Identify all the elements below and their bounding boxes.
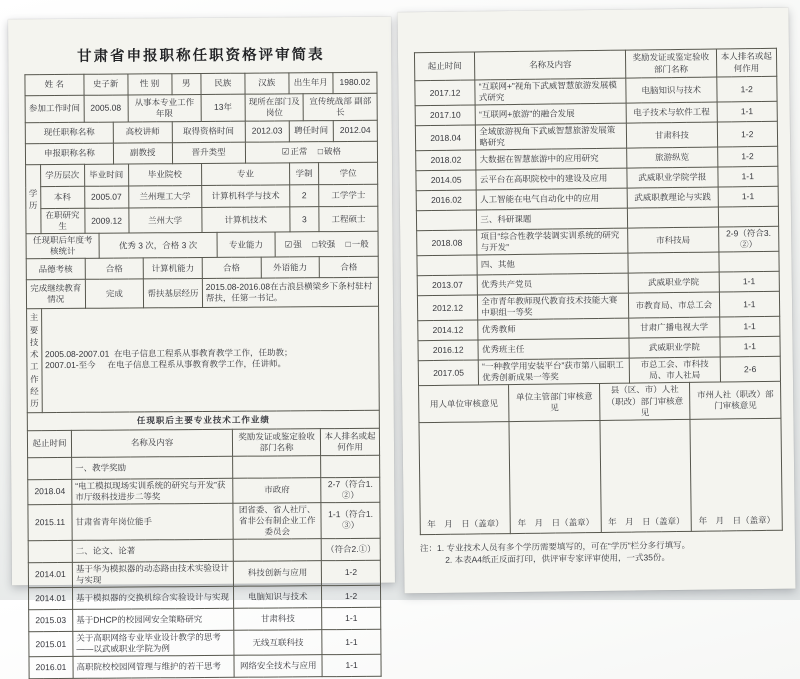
date-seal-line: 年 月 日（盖章） [698, 514, 776, 526]
achievement-content-cell: 云平台在高职院校中的建设及应用 [476, 168, 627, 190]
achievement-dept-cell: 甘肃广播电视大学 [629, 317, 720, 338]
achievement-date-cell: 2018.02 [416, 150, 477, 171]
row-continuing-education [26, 277, 378, 308]
achievement-dept-cell: 电脑知识与技术 [626, 77, 717, 103]
form-table-page1 [24, 72, 381, 679]
opinion-city-label: 市州人社（职改）部门审核意见 [690, 382, 781, 419]
dept-label: 现所在部门及岗位 [245, 94, 304, 121]
achv-header-dept: 奖励发证或鉴定验收部门名称 [233, 428, 321, 456]
achievement-rank-cell: 1-1 [717, 101, 778, 122]
achievement-content-cell: 优秀共产党员 [477, 273, 628, 295]
edu-degree-cell: 工学学士 [319, 184, 378, 206]
achievements-header-p2 [414, 48, 776, 80]
page1-content [8, 17, 396, 679]
row-work-start [25, 93, 377, 122]
edu-major-cell: 计算机技术 [202, 207, 290, 233]
edu-duration-cell: 3 [290, 207, 319, 232]
achievements-section-title: 任现职后主要专业技术工作业绩 [27, 410, 379, 430]
name-value: 史子新 [84, 74, 128, 95]
achievement-dept-cell: 团省委、省人社厅、省非公有制企业工作委员会 [233, 502, 321, 539]
achievement-rank-cell: 1-1 [719, 292, 780, 318]
achievement-rank-cell: 1-1 [717, 166, 778, 187]
achv-header-rank: 本人排名或起何作用 [321, 428, 380, 455]
apply-title-label: 申报职称名称 [25, 143, 113, 165]
achievement-row [28, 455, 380, 479]
grassroots-value: 2015.08-2016.08在古浪县横梁乡下条村驻村帮扶，任第一书记。 [202, 277, 378, 307]
achievement-date-cell: 2014.12 [418, 320, 479, 341]
achievement-date-cell: 2016.02 [416, 190, 477, 211]
checked-box-icon: ☑ [281, 146, 290, 157]
achievement-dept-cell: 电脑知识与技术 [234, 586, 322, 609]
achievement-dept-cell: 市科技局 [628, 227, 719, 253]
edu-level-cell: 本科 [40, 186, 84, 208]
achievement-rank-cell: 1-2 [717, 121, 778, 147]
row-apply-title [25, 141, 377, 164]
education-row [26, 206, 378, 234]
achv-header-date: 起止时间 [27, 430, 71, 457]
checkbox-fair-label: 较强 [318, 238, 336, 249]
row-current-title [25, 120, 377, 143]
achievement-dept-cell: 旅游纵览 [627, 147, 718, 168]
achv-header-rank: 本人排名或起何作用 [716, 48, 777, 77]
opinion-county-label: 县（区、市）人社（职改）部门审核意见 [599, 383, 690, 420]
achievement-date-cell: 2014.01 [28, 587, 72, 609]
date-seal-line: 年 月 日（盖章） [608, 515, 685, 527]
checkbox-normal-label: 正常 [290, 146, 308, 157]
row-moral [26, 256, 378, 279]
achievement-date-cell [416, 210, 477, 231]
achievement-content-cell: 基于华为模拟器的动态路由技术实验设计与实现 [72, 561, 233, 587]
achievement-content-cell: 关于高职网络专业毕业设计教学的思考——以武威职业学院为例 [73, 630, 234, 656]
apply-title-value: 副教授 [113, 143, 172, 164]
achievement-content-cell: 甘肃省青年岗位能手 [72, 503, 233, 540]
achievement-dept-cell [627, 207, 718, 228]
achievement-date-cell: 2013.07 [417, 275, 478, 296]
achievement-rank-cell: 2-7（符合1.②） [321, 477, 380, 503]
basic-info-section [25, 72, 378, 164]
achievement-date-cell: 2018.08 [417, 230, 478, 256]
achievement-rank-cell: 2-6 [720, 357, 781, 383]
checkbox-strong-label: 强 [293, 238, 302, 249]
achv-header-date: 起止时间 [414, 52, 475, 81]
achievement-date-cell: 2012.12 [417, 295, 478, 321]
checkbox-exception-label: 破格 [323, 146, 341, 157]
edu-header-major: 专业 [201, 163, 289, 186]
checkbox-exception [318, 146, 341, 157]
achievements-rows-p2 [415, 76, 781, 386]
dept-value: 宣传统战部 副部长 [304, 93, 378, 121]
opinion-city-sign-cell [690, 418, 782, 531]
achv-header-content: 名称及内容 [475, 50, 626, 80]
language-value: 合格 [319, 256, 378, 277]
achievement-date-cell: 2014.01 [28, 562, 72, 587]
achievement-content-cell: 基于DHCP的校园网安全策略研究 [73, 608, 234, 631]
years-label: 从事本专业工作年限 [128, 94, 201, 122]
note-line-1: 注：1. 专业技术人员有多个学历需要填写的，可在“学历”栏分多行填写。 [419, 539, 691, 553]
grassroots-label: 帮扶基层经历 [144, 279, 203, 308]
assessment-section [26, 231, 380, 457]
achievement-content-cell: “互联网+”视角下武威智慧旅游发展模式研究 [475, 78, 626, 105]
achievement-row [28, 560, 380, 588]
years-value: 13年 [201, 94, 245, 121]
achievement-rank-cell: 1-1 [322, 654, 381, 676]
language-label: 外语能力 [261, 257, 320, 278]
ce-label: 完成继续教育情况 [26, 280, 85, 309]
achievement-content-cell: “互联网+旅游”的融合发展 [475, 103, 626, 125]
opinions-section [419, 382, 783, 535]
edu-degree-cell: 工程硕士 [319, 206, 378, 232]
achievement-content-cell: “一种教学用安装平台”获市第八届职工优秀创新成果一等奖 [479, 358, 630, 385]
achievement-dept-cell: 科技创新与应用 [234, 561, 322, 587]
computer-label: 计算机能力 [143, 258, 202, 279]
achievement-dept-cell: 市总工会、市科技局、市人社局 [629, 357, 720, 383]
ethnic-label: 民族 [201, 73, 245, 94]
achievement-row [28, 538, 380, 562]
achievement-date-cell [28, 457, 72, 479]
achievement-dept-cell: 武威职业学院学报 [627, 167, 718, 188]
checked-box-icon: ☑ [284, 238, 293, 250]
computer-value: 合格 [202, 257, 261, 278]
page2-content [397, 8, 795, 568]
opinion-supervisor-sign-cell [509, 420, 601, 533]
achievements-rows-p1 [28, 455, 382, 679]
edu-school-cell: 兰州大学 [128, 207, 201, 233]
opinions-signature-row [419, 418, 782, 534]
education-section [26, 162, 378, 234]
ability-options [275, 231, 378, 257]
achievement-dept-cell: 甘肃科技 [234, 608, 322, 631]
opinion-supervisor-label: 单位主管部门审核意见 [509, 384, 600, 421]
achievement-date-cell: 2015.01 [29, 631, 73, 656]
achievement-rank-cell: 1-2 [321, 560, 380, 586]
note-line-2: 2. 本表A4纸正反面打印，供评审专家评审使用，一式35份。 [445, 552, 671, 566]
achievement-rank-cell: 1-2 [322, 585, 381, 607]
achievement-content-cell: 项目“综合性教学装调实训系统的研究与开发” [477, 228, 628, 255]
achievement-content-cell: 全域旅游视角下武威智慧旅游发展策略研究 [476, 123, 627, 150]
checkbox-average [346, 238, 369, 249]
row-name [25, 72, 377, 95]
education-block-label: 学历 [26, 165, 41, 234]
work-history-content [41, 306, 379, 412]
empty-box-icon: □ [312, 238, 318, 249]
achievement-content-cell: 人工智能在电气自动化中的应用 [476, 188, 627, 210]
achievement-date-cell: 2017.10 [415, 105, 476, 126]
achievement-date-cell: 2017.05 [418, 360, 479, 386]
promo-type-label: 晋升类型 [172, 142, 245, 164]
edu-header-school: 毕业院校 [128, 163, 201, 186]
ethnic-value: 汉族 [245, 73, 289, 94]
achievement-dept-cell [233, 539, 321, 562]
moral-value: 合格 [85, 258, 144, 279]
achievements-header-row-p1 [27, 428, 379, 457]
achievement-dept-cell: 武威职业学院 [629, 337, 720, 358]
achievement-content-cell: 二、论文、论著 [72, 539, 233, 562]
achievement-row [29, 607, 381, 631]
achievement-content-cell: “电工模拟现场实训系统的研究与开发”获市厅级科技进步二等奖 [72, 478, 233, 504]
achievement-row [29, 629, 381, 657]
edu-duration-cell: 2 [290, 185, 319, 207]
achievement-dept-cell: 武威职教理论与实践 [627, 187, 718, 208]
work-history-line-1: 2005.08-2007.01 在电子信息工程系从事教育教学工作，任助教； [44, 347, 293, 360]
birth-label: 出生年月 [289, 73, 333, 94]
achievement-dept-cell: 武威职业学院 [628, 272, 719, 293]
opinion-county-sign-cell [600, 419, 692, 532]
achv-header-content: 名称及内容 [71, 429, 232, 457]
achievement-dept-cell: 市政府 [233, 477, 321, 503]
work-history-label: 主要技术工作经历 [27, 309, 42, 413]
empty-box-icon: □ [345, 238, 351, 249]
achievement-date-cell: 2016.12 [418, 340, 479, 361]
moral-label: 品德考核 [26, 259, 85, 280]
gender-value: 男 [171, 73, 200, 94]
achievement-rank-cell: 1-1 [718, 186, 779, 207]
achievement-dept-cell [233, 455, 321, 478]
achievement-rank-cell: 1-1 [719, 317, 780, 338]
achievement-date-cell: 2018.04 [415, 125, 476, 151]
achievement-rank-cell [718, 206, 779, 227]
edu-header-time: 毕业时间 [84, 164, 128, 186]
form-page-1 [8, 17, 395, 673]
achievement-content-cell: 三、科研课题 [477, 208, 628, 230]
opinions-header-row [419, 382, 781, 423]
form-page-2 [397, 8, 795, 594]
qual-time-value: 2012.03 [245, 121, 289, 142]
achievement-row [29, 654, 381, 678]
annual-assessment-label: 任现职后年度考核统计 [26, 233, 99, 259]
achievement-rank-cell: （符合2.①） [321, 538, 380, 560]
current-title-value: 高校讲师 [113, 122, 172, 143]
achievement-dept-cell: 甘肃科技 [626, 122, 717, 148]
name-label: 姓 名 [25, 74, 84, 95]
achievement-rank-cell: 2-9（符合3.②） [718, 226, 779, 252]
checkbox-fair [312, 239, 335, 250]
education-header-row [26, 162, 378, 186]
gender-label: 性 别 [128, 74, 172, 95]
achievement-date-cell [417, 255, 478, 276]
achievement-content-cell: 一、教学奖励 [72, 456, 233, 479]
achievement-date-cell: 2018.04 [28, 479, 72, 504]
achievement-dept-cell: 电子技术与软件工程 [626, 102, 717, 123]
work-start-label: 参加工作时间 [25, 95, 84, 122]
date-seal-line: 年 月 日（盖章） [517, 516, 595, 528]
achievement-rank-cell: 1-1 [720, 337, 781, 358]
form-notes [420, 537, 783, 567]
form-title: 甘肃省申报职称任职资格评审简表 [76, 47, 325, 65]
achievement-content-cell: 优秀班主任 [478, 338, 629, 360]
row-work-history [27, 306, 380, 412]
achievement-date-cell: 2015.11 [28, 504, 72, 540]
achievement-rank-cell: 1-2 [716, 76, 777, 102]
annual-assessment-value: 优秀 3 次，合格 3 次 [99, 232, 216, 258]
hire-time-value: 2012.04 [333, 120, 377, 141]
row-annual-assessment [26, 231, 378, 259]
achievement-date-cell: 2014.05 [416, 170, 477, 191]
achievement-dept-cell: 市教育局、市总工会 [629, 292, 720, 318]
achievement-rank-cell [321, 455, 380, 477]
edu-time-cell: 2009.12 [84, 208, 128, 233]
opinion-employer-sign-cell [419, 421, 511, 534]
achievement-date-cell: 2016.01 [29, 657, 73, 679]
work-history-line-2: 2007.01-至今 在电子信息工程系从事教育教学工作，任讲师。 [45, 358, 287, 371]
edu-header-degree: 学位 [319, 162, 378, 184]
checkbox-normal [282, 147, 308, 158]
achievements-header-row-p2 [414, 48, 776, 80]
edu-time-cell: 2005.07 [84, 186, 128, 208]
achievement-content-cell: 基于模拟器的交换机综合实验设计与实现 [72, 586, 233, 609]
edu-header-level: 学历层次 [40, 164, 84, 186]
achievement-dept-cell: 网络安全技术与应用 [234, 655, 322, 678]
work-start-value: 2005.08 [84, 95, 128, 122]
date-seal-line: 年 月 日（盖章） [427, 517, 504, 529]
education-row [26, 184, 378, 208]
achievement-dept-cell [628, 252, 719, 273]
ce-value: 完成 [85, 279, 144, 308]
form-table-page2 [414, 48, 783, 535]
qual-time-label: 取得资格时间 [172, 121, 245, 143]
achievement-row [28, 585, 380, 609]
hire-time-label: 聘任时间 [289, 121, 333, 142]
achievement-row [28, 502, 380, 541]
achievement-dept-cell: 无线互联科技 [234, 630, 322, 656]
edu-school-cell: 兰州理工大学 [128, 185, 201, 208]
current-title-label: 现任职称名称 [25, 122, 113, 144]
edu-major-cell: 计算机科学与技术 [202, 185, 290, 208]
checkbox-strong [285, 239, 302, 250]
edu-header-duration: 学制 [289, 163, 318, 185]
achievement-content-cell: 高职院校校园网管理与维护的若干思考 [73, 655, 234, 678]
achievement-rank-cell [718, 252, 779, 273]
achievement-content-cell: 四、其他 [477, 253, 628, 275]
achievement-date-cell: 2017.12 [415, 80, 476, 106]
achievement-content-cell: 大数据在智慧旅游中的应用研究 [476, 148, 627, 170]
birth-value: 1980.02 [333, 72, 377, 93]
achievement-rank-cell: 1-1 [322, 629, 381, 655]
achievement-row [28, 477, 380, 505]
achievement-rank-cell: 1-1 [322, 607, 381, 629]
achievement-rank-cell: 1-2 [717, 146, 778, 167]
achievement-content-cell: 优秀教师 [478, 318, 629, 340]
opinion-employer-label: 用人单位审核意见 [419, 385, 510, 422]
checkbox-average-label: 一般 [351, 238, 369, 249]
edu-level-cell: 在职研究生 [41, 208, 85, 233]
achievement-rank-cell: 1-1（符合1.③） [321, 502, 380, 539]
achievement-rank-cell: 1-1 [719, 272, 780, 293]
achievement-date-cell [28, 540, 72, 562]
achv-header-dept: 奖励发证或鉴定验收部门名称 [626, 49, 717, 78]
promo-type-options [245, 141, 377, 163]
achievement-content-cell: 全市青年教师现代教育技术技能大赛中职组一等奖 [478, 293, 629, 320]
ability-label: 专业能力 [217, 232, 276, 258]
achievement-date-cell: 2015.03 [29, 609, 73, 631]
empty-box-icon: □ [317, 146, 323, 157]
